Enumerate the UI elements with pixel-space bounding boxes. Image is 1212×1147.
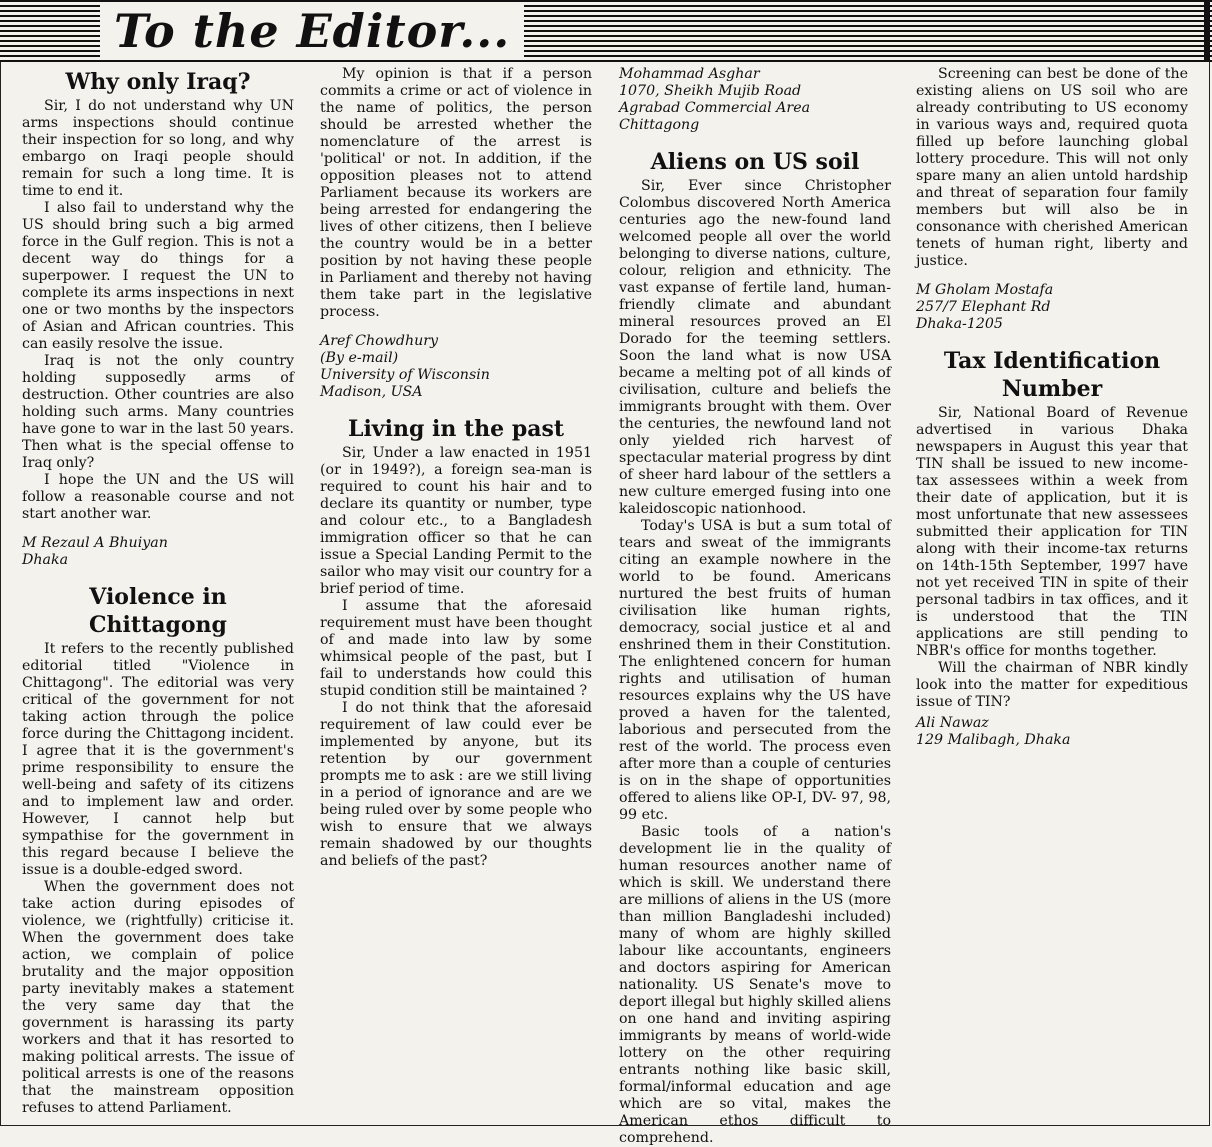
author-name: M Rezaul A Bhuiyan (22, 535, 168, 551)
letter-paragraph: Today's USA is but a sum total of tears and sweat of the immigrants citing an example nowhere in the world to be found. Americans nurtured the best fruits of human civilisation like human rights, democracy, social justice et al and enshrined them in their Constitution. The enlightened concern for human rights and utilisation of human resources explains why the US have proved a haven for the talented, laborious and persecuted from the rest of the world. The process even after more than a couple of centuries is on in the shape of opportunities offered to aliens like OP-I, DV- 97, 98, 99 etc. (619, 518, 891, 823)
headline-aliens-on-us-soil: Aliens on US soil (650, 149, 860, 175)
signature-chittagong (320, 333, 592, 401)
headline-violence-in-chittagong: Violence in Chittagong (89, 584, 227, 638)
signature-tax (916, 715, 1188, 749)
letter-paragraph: Sir, Ever since Christopher Colombus discovered North America centuries ago the new-found land welcomed people all over the world belonging to diverse nations, culture, colour, religion and ethnicity. The vast expanse of fertile land, human-friendly climate and abundant mineral resources proved an El Dorado for the teeming settlers. Soon the land what is now USA became a melting pot of all kinds of civilisation, culture and beliefs the immigrants brought with them. Over the centuries, the newfound land not only yielded rich harvest of spectacular material progress by dint of sheer hard labour of the settlers a new culture emerged fusing into one kaleidoscopic nationhood. (619, 178, 891, 517)
author-name: M Gholam Mostafa (916, 282, 1054, 298)
author-name: Aref Chowdhury (320, 333, 439, 349)
letter-paragraph: When the government does not take action during episodes of violence, we (rightfully) criticise it. When the government does take action, we complain of police brutality and the major opposition party inevitably makes a statement the very same day that the government is harassing its party workers and that it has resorted to making political arrests. The issue of political arrests is one of the reasons that the mainstream opposition refuses to attend Parliament. (22, 879, 294, 1116)
letter-paragraph: It refers to the recently published editorial titled "Violence in Chittagong". The editorial was very critical of the government for not taking action through the police force during the Chittagong incident. I agree that it is the government's prime responsibility to ensure the well-being and safety of its citizens and to implement law and order. However, I cannot help but sympathise for the government in this regard because I believe the issue is a double-edged sword. (22, 641, 294, 878)
headline-tax-identification-number: Tax Identification Number (943, 348, 1161, 402)
column-4 (916, 66, 1188, 763)
author-location: Madison, USA (320, 384, 423, 400)
headline-why-only-iraq: Why only Iraq? (65, 69, 251, 95)
banner-rule (1204, 0, 1210, 62)
author-address: 1070, Sheikh Mujib Road (619, 83, 802, 99)
letter-paragraph: Will the chairman of NBR kindly look into the matter for expeditious issue of TIN? (916, 660, 1188, 710)
column-2 (320, 66, 592, 870)
masthead-banner (0, 0, 1212, 62)
author-name: Mohammad Asghar (619, 66, 760, 82)
author-location: Dhaka-1205 (916, 316, 1003, 332)
letter-paragraph: Screening can best be done of the existing aliens on US soil who are already contributing to US economy in various ways and, required quota filled up before launching global lottery procedure. This will not only spare many an alien untold hardship and threat of separation four family members but will also be in consonance with cherished American tenets of human right, liberty and justice. (916, 66, 1188, 269)
author-affiliation: University of Wisconsin (320, 367, 490, 383)
signature-aliens (916, 282, 1188, 333)
signature-past (619, 66, 891, 134)
headline-living-in-the-past: Living in the past (347, 416, 564, 442)
author-address: 257/7 Elephant Rd (916, 299, 1051, 315)
author-name: Ali Nawaz (916, 715, 989, 731)
author-location: Chittagong (619, 117, 700, 133)
author-location: 129 Malibagh, Dhaka (916, 732, 1071, 748)
author-note: (By e-mail) (320, 350, 399, 366)
letter-paragraph: I assume that the aforesaid requirement must have been thought of and made into law by some whimsical people of the past, but I fail to understands how could this stupid condition still be maintained ? (320, 598, 592, 699)
column-3 (619, 66, 891, 1147)
letter-paragraph: Iraq is not the only country holding supposedly arms of destruction. Other countries are also holding such arms. Many countries have gone to war in the last 50 years. Then what is the special offense to Iraq only? (22, 353, 294, 471)
section-title: To the Editor... (100, 4, 524, 58)
letter-paragraph: Sir, I do not understand why UN arms inspections should continue their inspection for so long, and why embargo on Iraqi people should remain for such a long time. It is time to end it. (22, 98, 294, 199)
letter-paragraph: Sir, Under a law enacted in 1951 (or in 1949?), a foreign sea-man is required to count his hair and to declare its quantity or number, type and colour etc., to a Bangladesh immigration officer so that he can issue a Special Landing Permit to the sailor who may visit our country for a brief period of time. (320, 445, 592, 597)
signature-iraq (22, 535, 294, 569)
letter-paragraph: Sir, National Board of Revenue advertised in various Dhaka newspapers in August this year that TIN shall be issued to new income-tax assessees within a week from their date of application, but it is most unfortunate that new assessees submitted their application for TIN along with their income-tax returns on 14th-15th September, 1997 have not yet received TIN in spite of their personal tadbirs in tax offices, and it is understood that the TIN applications are still pending to NBR's office for months together. (916, 405, 1188, 659)
letter-paragraph: Basic tools of a nation's development lie in the quality of human resources another name of which is skill. We understand there are millions of aliens in the US (more than million Bangladeshi included) many of whom are highly skilled labour like accountants, engineers and doctors aspiring for American nationality. US Senate's move to deport illegal but highly skilled aliens on one hand and inviting aspiring immigrants by means of world-wide lottery on the other requiring entrants nothing like basic skill, formal/informal education and age which are so vital, makes the American ethos difficult to comprehend. (619, 824, 891, 1146)
column-1 (22, 66, 294, 1117)
letter-paragraph: I also fail to understand why the US should bring such a big armed force in the Gulf region. This is not a decent way do things for a superpower. I request the UN to complete its arms inspections in next one or two months by the inspectors of Asian and African countries. This can easily resolve the issue. (22, 200, 294, 352)
author-area: Agrabad Commercial Area (619, 100, 811, 116)
letter-paragraph: I do not think that the aforesaid requirement of law could ever be implemented by anyone, but its retention by our government prompts me to ask : are we still living in a period of ignorance and are we being ruled over by some people who wish to ensure that we always remain shadowed by our thoughts and beliefs of the past? (320, 700, 592, 869)
letter-paragraph: I hope the UN and the US will follow a reasonable course and not start another war. (22, 472, 294, 522)
author-location: Dhaka (22, 552, 69, 568)
letter-paragraph: My opinion is that if a person commits a crime or act of violence in the name of politics, the person should be arrested whether the nomenclature of the arrest is 'political' or not. In addition, if the opposition pleases not to attend Parliament because its workers are being arrested for endangering the lives of other citizens, then I believe the country would be in a better position by not having these people in Parliament and thereby not having them take part in the legislative process. (320, 66, 592, 320)
